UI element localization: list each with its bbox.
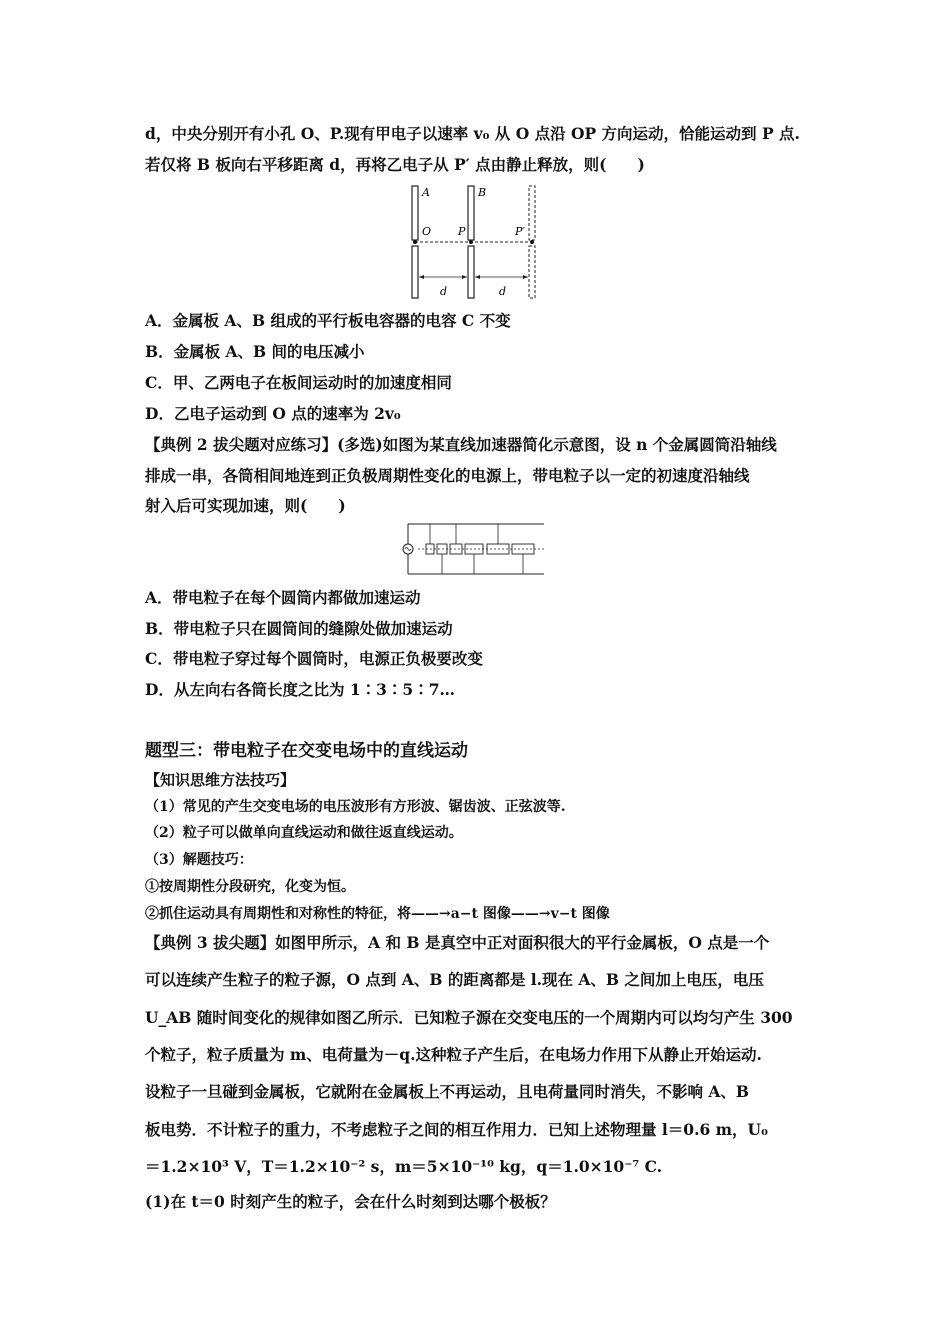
problem2-line3: 射入后可实现加速，则( ) [145,496,346,515]
label-O: O [422,225,432,238]
problem2-option-c: C．带电粒子穿过每个圆筒时，电源正负极要改变 [145,649,483,668]
problem1-option-a: A．金属板 A、B 组成的平行板电容器的电容 C 不变 [145,311,511,330]
problem3-question1: (1)在 t＝0 时刻产生的粒子，会在什么时刻到达哪个极板？ [145,1192,556,1211]
tip-3: （3）解题技巧： [145,852,253,868]
problem3-line3: U_AB 随时间变化的规律如图乙所示．已知粒子源在交变电压的一个周期内可以均匀产生 300 [145,1008,793,1027]
tip-1: （1）常见的产生交变电场的电压波形有方形波、锯齿波、正弦波等. [145,799,566,815]
problem3-line5: 设粒子一旦碰到金属板，它就附在金属板上不再运动，且电荷量同时消失，不影响 A、B [145,1082,750,1101]
problem3-line2: 可以连续产生粒子的粒子源，O 点到 A、B 的距离都是 l.现在 A、B 之间加上电压，电压 [145,970,764,989]
problem2-line1: 【典例 2 拔尖题对应练习】(多选)如图为某直线加速器简化示意图，设 n 个金属圆筒沿轴线 [145,435,777,454]
section-title: 题型三：带电粒子在交变电场中的直线运动 [145,741,468,761]
label-d2: d [499,285,507,298]
tip-2: （2）粒子可以做单向直线运动和做往返直线运动。 [145,825,463,841]
linear-accelerator-figure [398,520,546,580]
label-P-prime: P′ [515,225,525,238]
problem3-line1: 【典例 3 拔尖题】如图甲所示，A 和 B 是真空中正对面积很大的平行金属板，O 点是一个 [145,933,770,952]
problem2-line2: 排成一串，各筒相间地连到正负极周期性变化的电源上，带电粒子以一定的初速度沿轴线 [145,466,750,485]
capacitor-figure [395,182,555,302]
tip-4: ①按周期性分段研究，化变为恒。 [145,879,355,895]
problem1-option-b: B．金属板 A、B 间的电压减小 [145,342,365,361]
label-d1: d [440,285,448,298]
problem3-line7: ＝1.2×10³ V，T＝1.2×10⁻² s，m＝5×10⁻¹⁰ kg，q＝1.0×10⁻⁷ C. [145,1157,663,1176]
tip-5: ②抓住运动具有周期性和对称性的特征，将——→a−t 图像——→v−t 图像 [145,906,610,922]
problem2-option-b: B．带电粒子只在圆筒间的缝隙处做加速运动 [145,619,453,638]
problem1-option-c: C．甲、乙两电子在板间运动时的加速度相同 [145,373,452,392]
problem1-line2: 若仅将 B 板向右平移距离 d，再将乙电子从 P′ 点由静止释放，则( ) [145,155,645,174]
label-B: B [478,186,487,199]
problem2-option-d: D．从左向右各筒长度之比为 1∶3∶5∶7… [145,680,455,699]
label-A: A [422,186,430,199]
problem2-option-a: A．带电粒子在每个圆筒内都做加速运动 [145,588,421,607]
tips-heading: 【知识思维方法技巧】 [145,771,296,789]
problem3-line4: 个粒子，粒子质量为 m、电荷量为－q.这种粒子产生后，在电场力作用下从静止开始运动. [145,1045,762,1064]
problem3-line6: 板电势．不计粒子的重力，不考虑粒子之间的相互作用力．已知上述物理量 l＝0.6 m，U₀ [145,1120,768,1139]
problem1-option-d: D．乙电子运动到 O 点的速率为 2v₀ [145,404,401,423]
label-P: P [458,225,466,238]
problem1-line1: d，中央分别开有小孔 O、P.现有甲电子以速率 v₀ 从 O 点沿 OP 方向运动，恰能运动到 P 点. [145,124,800,143]
